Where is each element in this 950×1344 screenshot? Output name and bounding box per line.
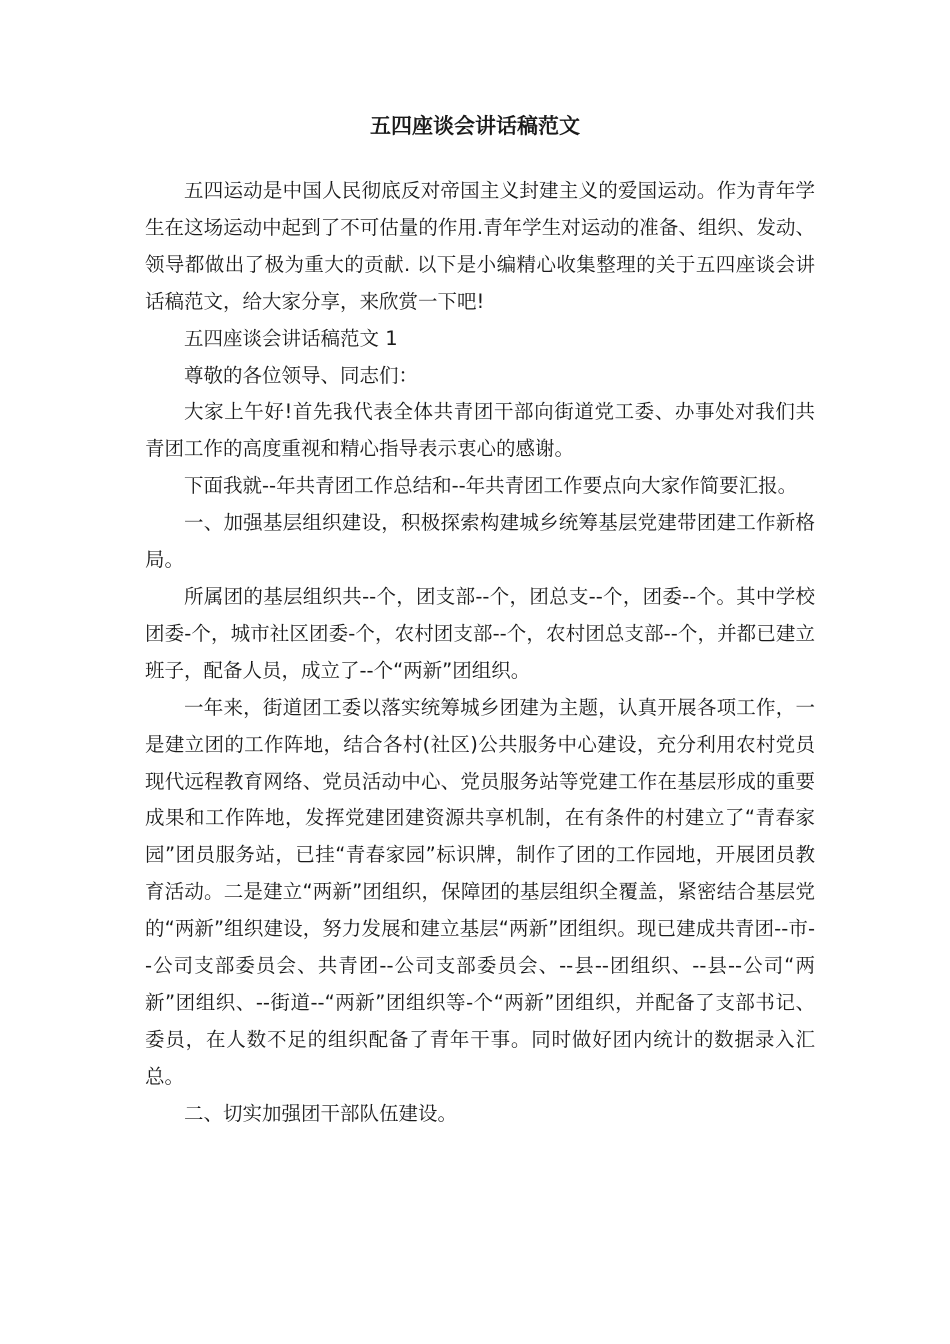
paragraph-intro: 五四运动是中国人民彻底反对帝国主义封建主义的爱国运动。作为青年学生在这场运动中起到了不可估量的作用.青年学生对运动的准备、组织、发动、领导都做出了极为重大的贡献. 以下是小编精心收集整理的关于五四座谈会讲话稿范文，给大家分享，来欣赏一下吧! [145,179,815,313]
paragraph-point-two: 二、切实加强团干部队伍建设。 [184,1101,458,1125]
document-title: 五四座谈会讲话稿范文 [370,114,580,138]
paragraph-report-intro: 下面我就--年共青团工作总结和--年共青团工作要点向大家作简要汇报。 [184,474,798,498]
paragraph-org-stats: 所属团的基层组织共--个，团支部--个，团总支--个，团委--个。其中学校团委-个，城市社区团委-个，农村团支部--个，农村团总支部--个，并都已建立班子，配备人员，成立了--个“两新”团组织。 [145,584,815,682]
paragraph-point-one: 一、加强基层组织建设，积极探索构建城乡统筹基层党建带团建工作新格局。 [145,511,815,572]
document-body [145,173,815,1133]
paragraph-greeting: 大家上午好!首先我代表全体共青团干部向街道党工委、办事处对我们共青团工作的高度重视和精心指导表示衷心的感谢。 [145,400,815,461]
paragraph-section-heading: 五四座谈会讲话稿范文 1 [184,326,398,350]
paragraph-year-review: 一年来，街道团工委以落实统筹城乡团建为主题，认真开展各项工作，一是建立团的工作阵地，结合各村(社区)公共服务中心建设，充分利用农村党员现代远程教育网络、党员活动中心、党员服务站等党建工作在基层形成的重要成果和工作阵地，发挥党建团建资源共享机制，在有条件的村建立了“青春家园”团员服务站，已挂“青春家园”标识牌，制作了团的工作园地，开展团员教育活动。二是建立“两新”团组织，保障团的基层组织全覆盖，紧密结合基层党的“两新”组织建设，努力发展和建立基层“两新”团组织。现已建成共青团--市--公司支部委员会、共青团--公司支部委员会、--县--团组织、--县--公司“两新”团组织、--街道--“两新”团组织等-个“两新”团组织，并配备了支部书记、委员，在人数不足的组织配备了青年干事。同时做好团内统计的数据录入汇总。 [145,695,815,1088]
paragraph-salutation: 尊敬的各位领导、同志们： [184,363,419,387]
